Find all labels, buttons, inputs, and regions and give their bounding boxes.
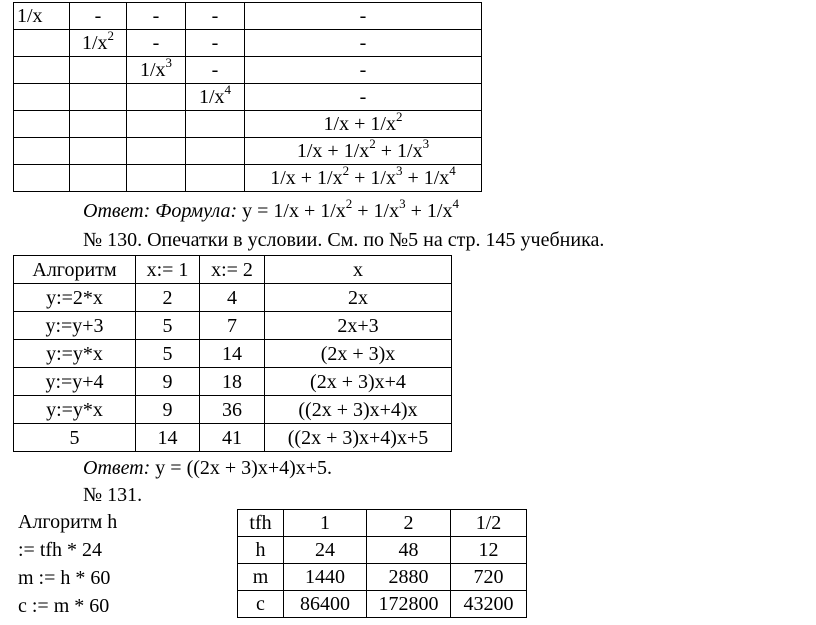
table-cell: 12 xyxy=(451,537,527,564)
table-row xyxy=(14,84,482,111)
table-cell: (2x + 3)x xyxy=(265,340,452,368)
table-cell xyxy=(186,165,245,192)
table-cell: - xyxy=(245,57,482,84)
table-row xyxy=(14,340,452,368)
table-cell: - xyxy=(70,3,127,30)
table-cell: c xyxy=(238,591,284,618)
algorithm-line: m := h * 60 xyxy=(18,567,111,589)
table-cell xyxy=(14,111,70,138)
table-row xyxy=(14,396,452,424)
table-cell: 36 xyxy=(200,396,265,424)
table-header-cell: x xyxy=(265,256,452,284)
table-cell: 5 xyxy=(136,312,200,340)
table-row xyxy=(14,3,482,30)
table-cell: tfh xyxy=(238,510,284,537)
table-cell: 5 xyxy=(14,424,136,452)
table-cell xyxy=(70,138,127,165)
table-row xyxy=(238,564,527,591)
table-row xyxy=(14,30,482,57)
table-cell xyxy=(14,57,70,84)
table-header-cell: x:= 1 xyxy=(136,256,200,284)
table-cell: - xyxy=(245,30,482,57)
table-cell: - xyxy=(186,3,245,30)
table-cell xyxy=(70,165,127,192)
answer-2-line xyxy=(83,458,332,478)
table-cell: 1 xyxy=(284,510,367,537)
table-cell: 9 xyxy=(136,368,200,396)
table-cell: - xyxy=(127,30,186,57)
table-cell: 4 xyxy=(200,284,265,312)
table-cell: 14 xyxy=(200,340,265,368)
table-cell: 2880 xyxy=(367,564,451,591)
table-cell: 24 xyxy=(284,537,367,564)
table-cell: 18 xyxy=(200,368,265,396)
answer-2-formula: y = ((2x + 3)x+4)x+5. xyxy=(150,457,333,479)
table-cell: m xyxy=(238,564,284,591)
table-cell: - xyxy=(245,84,482,111)
table-cell: 1440 xyxy=(284,564,367,591)
answer-formula-line xyxy=(83,196,459,222)
reciprocal-powers-table xyxy=(13,2,482,192)
answer-formula: $y = 1/x + 1/x^2 + 1/x^3 + 1/x^4$ xyxy=(237,196,459,222)
algorithm-line: := tfh * 24 xyxy=(18,539,103,561)
table-cell: 1/2 xyxy=(451,510,527,537)
table-cell: (2x + 3)x+4 xyxy=(265,368,452,396)
table-cell xyxy=(70,57,127,84)
table-row xyxy=(14,57,482,84)
table-cell: 86400 xyxy=(284,591,367,618)
table-cell xyxy=(127,111,186,138)
table-cell: - xyxy=(245,3,482,30)
table-cell xyxy=(14,138,70,165)
table-cell: - xyxy=(186,30,245,57)
table-cell: $1/x^3$ xyxy=(127,57,186,84)
table-cell: $1/x^4$ xyxy=(186,84,245,111)
table-cell xyxy=(127,165,186,192)
table-cell: - xyxy=(186,57,245,84)
table-cell: 43200 xyxy=(451,591,527,618)
table-cell xyxy=(70,111,127,138)
algorithm-line: Алгоритм h xyxy=(18,511,118,533)
table-cell xyxy=(14,84,70,111)
table-header-cell: Алгоритм xyxy=(14,256,136,284)
table-cell xyxy=(70,84,127,111)
table-row xyxy=(238,510,527,537)
table-cell: 2 xyxy=(367,510,451,537)
table-cell: y:=y*x xyxy=(14,396,136,424)
table-cell: 2x+3 xyxy=(265,312,452,340)
table-cell xyxy=(186,138,245,165)
problem-130-heading: № 130. Опечатки в условии. См. по №5 на стр. 145 учебника. xyxy=(83,229,605,251)
table-row xyxy=(14,312,452,340)
table-cell: - xyxy=(127,3,186,30)
table-cell: 7 xyxy=(200,312,265,340)
table-cell: 9 xyxy=(136,396,200,424)
table-header-cell: x:= 2 xyxy=(200,256,265,284)
table-row xyxy=(14,111,482,138)
table-cell xyxy=(14,30,70,57)
table-cell: 41 xyxy=(200,424,265,452)
table-cell: 48 xyxy=(367,537,451,564)
table-cell: 172800 xyxy=(367,591,451,618)
table-cell xyxy=(127,138,186,165)
table-cell xyxy=(127,84,186,111)
table-cell: 1/x xyxy=(14,3,70,30)
table-cell: $1/x + 1/x^2 + 1/x^3$ xyxy=(245,138,482,165)
table-cell: ((2x + 3)x+4)x xyxy=(265,396,452,424)
table-cell xyxy=(14,165,70,192)
table-cell: y:=y*x xyxy=(14,340,136,368)
table-row xyxy=(238,537,527,564)
problem-131-heading: № 131. xyxy=(83,484,143,506)
table-cell: $1/x^2$ xyxy=(70,30,127,57)
table-cell: y:=y+3 xyxy=(14,312,136,340)
table-cell: 2 xyxy=(136,284,200,312)
table-cell: ((2x + 3)x+4)x+5 xyxy=(265,424,452,452)
table-row xyxy=(14,138,482,165)
table-cell: $1/x + 1/x^2 + 1/x^3 + 1/x^4$ xyxy=(245,165,482,192)
table-cell: 14 xyxy=(136,424,200,452)
table-cell: y:=2*x xyxy=(14,284,136,312)
table-header-row xyxy=(14,256,452,284)
table-cell: 720 xyxy=(451,564,527,591)
answer-label: Ответ: Формула: xyxy=(83,200,238,222)
table-cell: h xyxy=(238,537,284,564)
algorithm-line: c := m * 60 xyxy=(18,595,110,617)
table-cell: y:=y+4 xyxy=(14,368,136,396)
table-cell: 2x xyxy=(265,284,452,312)
table-cell: $1/x + 1/x^2$ xyxy=(245,111,482,138)
algorithm-trace-table xyxy=(13,255,452,452)
table-row xyxy=(14,284,452,312)
table-row xyxy=(14,424,452,452)
table-cell xyxy=(186,111,245,138)
table-cell: 5 xyxy=(136,340,200,368)
table-row xyxy=(14,368,452,396)
table-row xyxy=(238,591,527,618)
time-conversion-table xyxy=(237,509,527,618)
answer-2-label: Ответ: xyxy=(83,457,151,479)
table-row xyxy=(14,165,482,192)
